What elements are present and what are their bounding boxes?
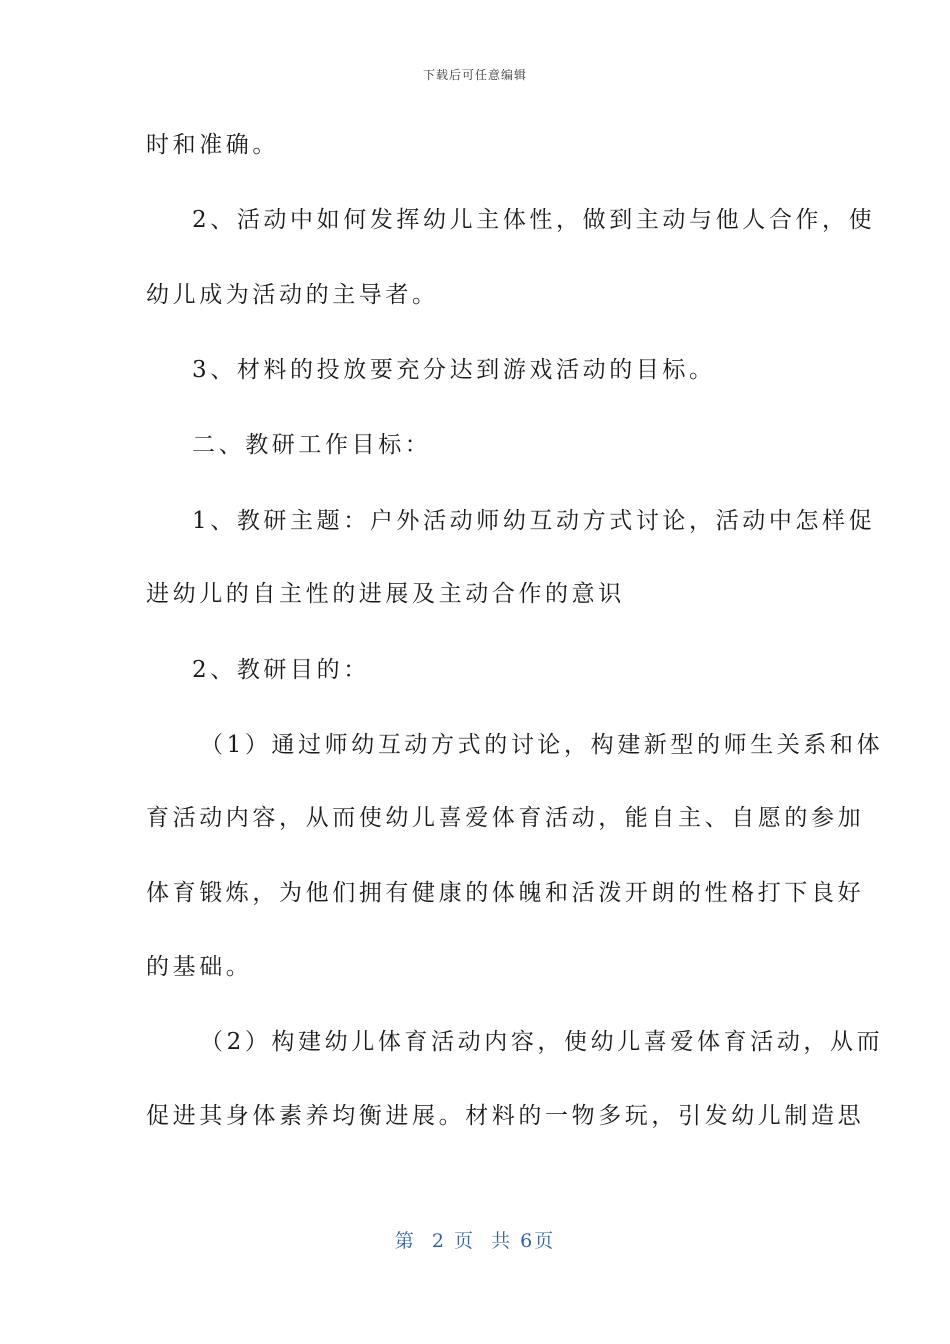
paragraph-line: 3、材料的投放要充分达到游戏活动的目标。 <box>192 357 716 383</box>
paragraph-line: 体育锻炼，为他们拥有健康的体魄和活泼开朗的性格打下良好 <box>146 880 865 906</box>
paragraph-line: 时和准确。 <box>146 132 279 158</box>
paragraph-line: 育活动内容，从而使幼儿喜爱体育活动，能自主、自愿的参加 <box>146 805 865 831</box>
paragraph-line: （2）构建幼儿体育活动内容，使幼儿喜爱体育活动，从而 <box>200 1029 884 1055</box>
page-header: 下载后可任意编辑 <box>422 68 527 82</box>
paragraph-line: 进幼儿的自主性的进展及主动合作的意识 <box>146 581 625 607</box>
section-heading: 二、教研工作目标： <box>192 432 432 458</box>
page-number-footer: 第 2 页 共 6页 <box>394 1230 556 1252</box>
paragraph-line: 的基础。 <box>146 954 253 980</box>
paragraph-line: （1）通过师幼互动方式的讨论，构建新型的师生关系和体 <box>200 732 884 758</box>
paragraph-line: 2、活动中如何发挥幼儿主体性，做到主动与他人合作，使 <box>192 207 876 233</box>
paragraph-line: 1、教研主题：户外活动师幼互动方式讨论，活动中怎样促 <box>192 508 876 534</box>
paragraph-line: 幼儿成为活动的主导者。 <box>146 282 439 308</box>
paragraph-line: 2、教研目的： <box>192 657 370 683</box>
paragraph-line: 促进其身体素养均衡进展。材料的一物多玩，引发幼儿制造思 <box>146 1103 865 1129</box>
